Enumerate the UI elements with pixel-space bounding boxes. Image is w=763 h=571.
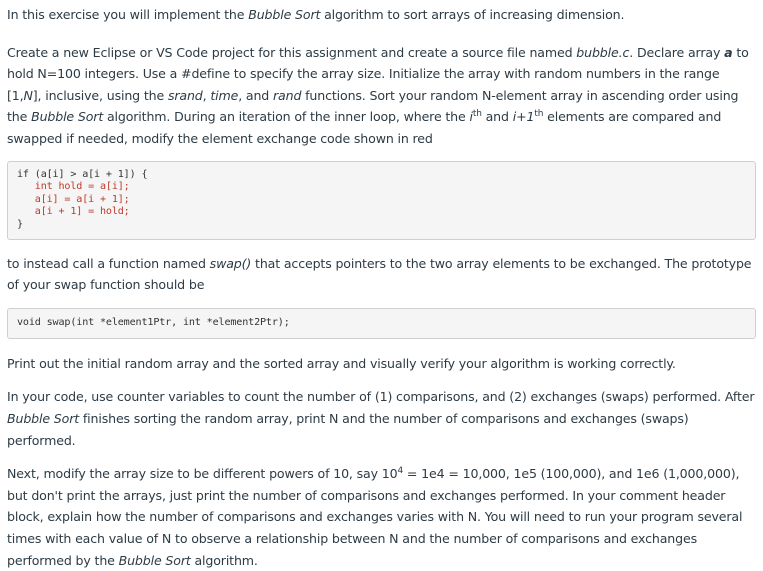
counter-paragraph: In your code, use counter variables to count the number of (1) comparisons, and (2) exchanges (swaps) performed. After Bubble Sort finishes sorting the random array, print N and the number of comparisons and exchanges (swaps) performed. bbox=[7, 389, 755, 448]
code-line: } bbox=[17, 218, 23, 230]
powers-paragraph: Next, modify the array size to be different powers of 10, say $10^4 = 1e4 = 10,000$, 1e5 (100,000), and 1e6 (1,000,000), but don't print the arrays, just print the number of comparisons and exchanges performed. In your comment header block, explain how the number of comparisons and exchanges varies with N. You will need to run your program several times with each value of N to observe a relationship between N and the number of comparisons and exchanges performed by the Bubble Sort algorithm. bbox=[7, 466, 743, 568]
instructions-paragraph: Create a new Eclipse or VS Code project for this assignment and create a source file named bubble.c. Declare array a to hold N=100 integers. Use a #define to specify the array size. Initialize the array with random numbers in the range [1,N], inclusive, using the srand, time, and rand functions. Sort your random N-element array in ascending order using the Bubble Sort algorithm. During an iteration of the inner loop, where the $i^{th}$ and i+1th elements are compared and swapped if needed, modify the element exchange code shown in red bbox=[7, 44, 749, 146]
intro-paragraph bbox=[7, 4, 756, 26]
code-line-red: a[i + 1] = hold; bbox=[17, 206, 130, 218]
swap-function-name: swap() bbox=[209, 255, 252, 271]
swap-instructions-paragraph: to instead call a function named swap() that accepts pointers to the two array elements to be exchanged. The prototype of your swap function should be bbox=[7, 255, 752, 293]
bubble-sort-term: Bubble Sort bbox=[7, 410, 80, 426]
code-line: if (a[i] > a[i + 1]) { bbox=[17, 168, 148, 180]
prototype-code-block bbox=[7, 308, 756, 339]
bubble-sort-term: Bubble Sort bbox=[248, 7, 321, 22]
code-line-red: a[i] = a[i + 1]; bbox=[17, 193, 130, 205]
print-paragraph: Print out the initial random array and the sorted array and visually verify your algorithm is working correctly. bbox=[7, 355, 676, 371]
file-name: bubble.c bbox=[576, 44, 630, 60]
code-line-red: int hold = a[i]; bbox=[17, 181, 130, 193]
code-line: void swap(int *element1Ptr, int *element2Ptr); bbox=[17, 316, 290, 328]
bubble-sort-term: Bubble Sort bbox=[118, 552, 191, 568]
swap-code-block bbox=[7, 161, 756, 240]
bubble-sort-term: Bubble Sort bbox=[31, 109, 104, 125]
srand-term: srand bbox=[167, 87, 203, 103]
intro-text-end: algorithm to sort arrays of increasing dimension. bbox=[320, 7, 625, 22]
rand-term: rand bbox=[273, 87, 302, 103]
intro-text: In this exercise you will implement the bbox=[7, 7, 249, 22]
time-term: time bbox=[210, 87, 239, 103]
array-name: a bbox=[724, 44, 733, 60]
